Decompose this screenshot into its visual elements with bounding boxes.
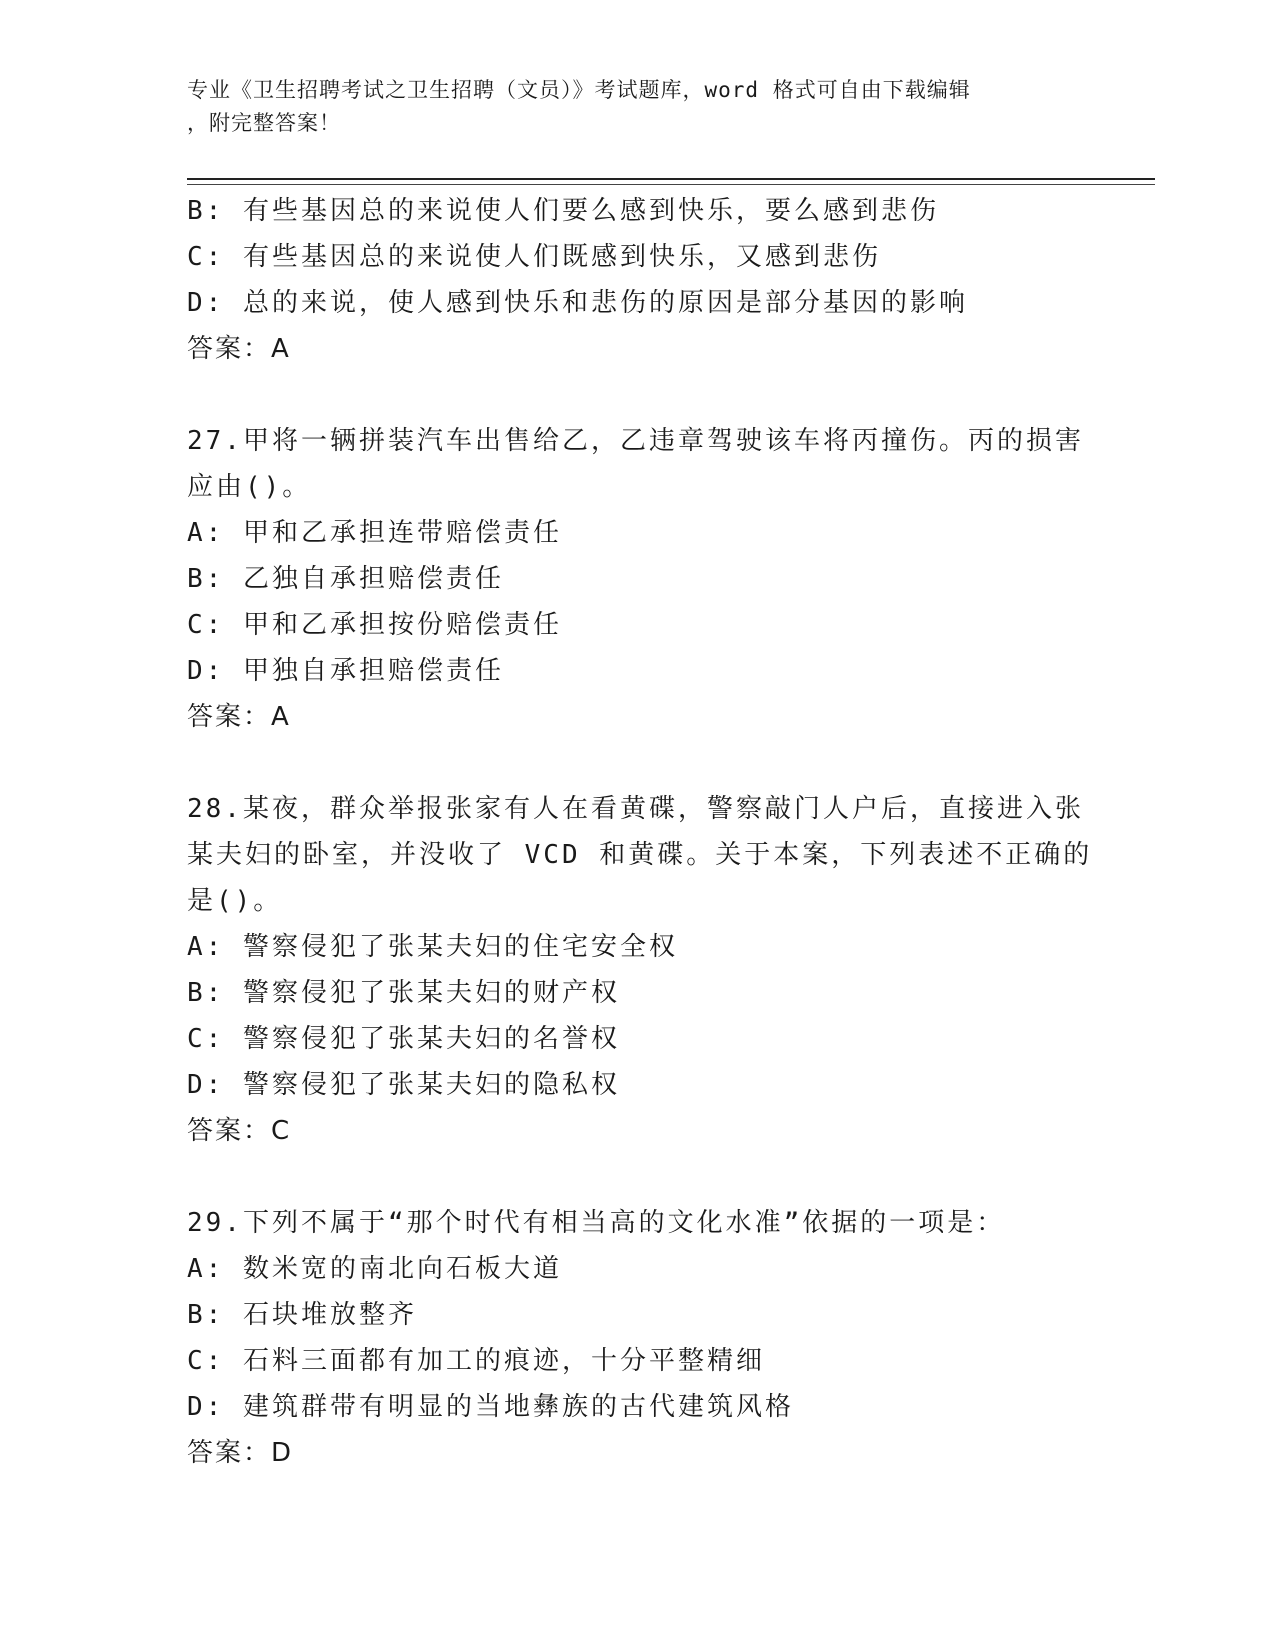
- question-text-line: 是()。: [187, 886, 283, 916]
- question-text-line: 某夫妇的卧室，并没收了 VCD 和黄碟。关于本案，下列表述不正确的: [187, 840, 1093, 870]
- header-divider-thin: [187, 184, 1155, 185]
- question-list: [187, 188, 1093, 1476]
- option-b: B: 石块堆放整齐: [187, 1300, 417, 1330]
- question-text-line: 28.某夜，群众举报张家有人在看黄碟，警察敲门人户后，直接进入张: [187, 794, 1084, 824]
- answer-label: 答案：A: [187, 334, 291, 364]
- option-b: B: 有些基因总的来说使人们要么感到快乐，要么感到悲伤: [187, 196, 939, 226]
- option-a: A: 甲和乙承担连带赔偿责任: [187, 518, 562, 548]
- answer-label: 答案：A: [187, 702, 291, 732]
- option-b: B: 乙独自承担赔偿责任: [187, 564, 504, 594]
- option-b: B: 警察侵犯了张某夫妇的财产权: [187, 978, 620, 1008]
- header-divider-thick: [187, 178, 1155, 180]
- option-a: A: 警察侵犯了张某夫妇的住宅安全权: [187, 932, 678, 962]
- question-block-28: [187, 786, 1093, 1154]
- option-c: C: 甲和乙承担按份赔偿责任: [187, 610, 562, 640]
- option-a: A: 数米宽的南北向石板大道: [187, 1254, 562, 1284]
- answer-label: 答案：C: [187, 1116, 292, 1146]
- question-block-27: [187, 418, 1087, 740]
- option-d: D: 甲独自承担赔偿责任: [187, 656, 504, 686]
- option-c: C: 石料三面都有加工的痕迹，十分平整精细: [187, 1346, 765, 1376]
- option-d: D: 总的来说，使人感到快乐和悲伤的原因是部分基因的影响: [187, 288, 968, 318]
- document-header: [187, 74, 1067, 140]
- question-block-29: [187, 1200, 1087, 1476]
- header-line-2: ，附完整答案！: [187, 111, 341, 135]
- question-text-line: 27.甲将一辆拼装汽车出售给乙，乙违章驾驶该车将丙撞伤。丙的损害: [187, 426, 1084, 456]
- question-block-26: [187, 188, 1087, 372]
- question-text-line: 应由()。: [187, 472, 312, 502]
- spacer: [187, 1154, 1087, 1200]
- option-c: C: 有些基因总的来说使人们既感到快乐，又感到悲伤: [187, 242, 881, 272]
- spacer: [187, 372, 1087, 418]
- option-c: C: 警察侵犯了张某夫妇的名誉权: [187, 1024, 620, 1054]
- question-text-line: 29.下列不属于“那个时代有相当高的文化水准”依据的一项是：: [187, 1208, 1006, 1238]
- option-d: D: 建筑群带有明显的当地彝族的古代建筑风格: [187, 1392, 794, 1422]
- header-line-1: 专业《卫生招聘考试之卫生招聘（文员）》考试题库，word 格式可自由下载编辑: [187, 78, 971, 102]
- answer-label: 答案：D: [187, 1438, 294, 1468]
- option-d: D: 警察侵犯了张某夫妇的隐私权: [187, 1070, 620, 1100]
- spacer: [187, 740, 1087, 786]
